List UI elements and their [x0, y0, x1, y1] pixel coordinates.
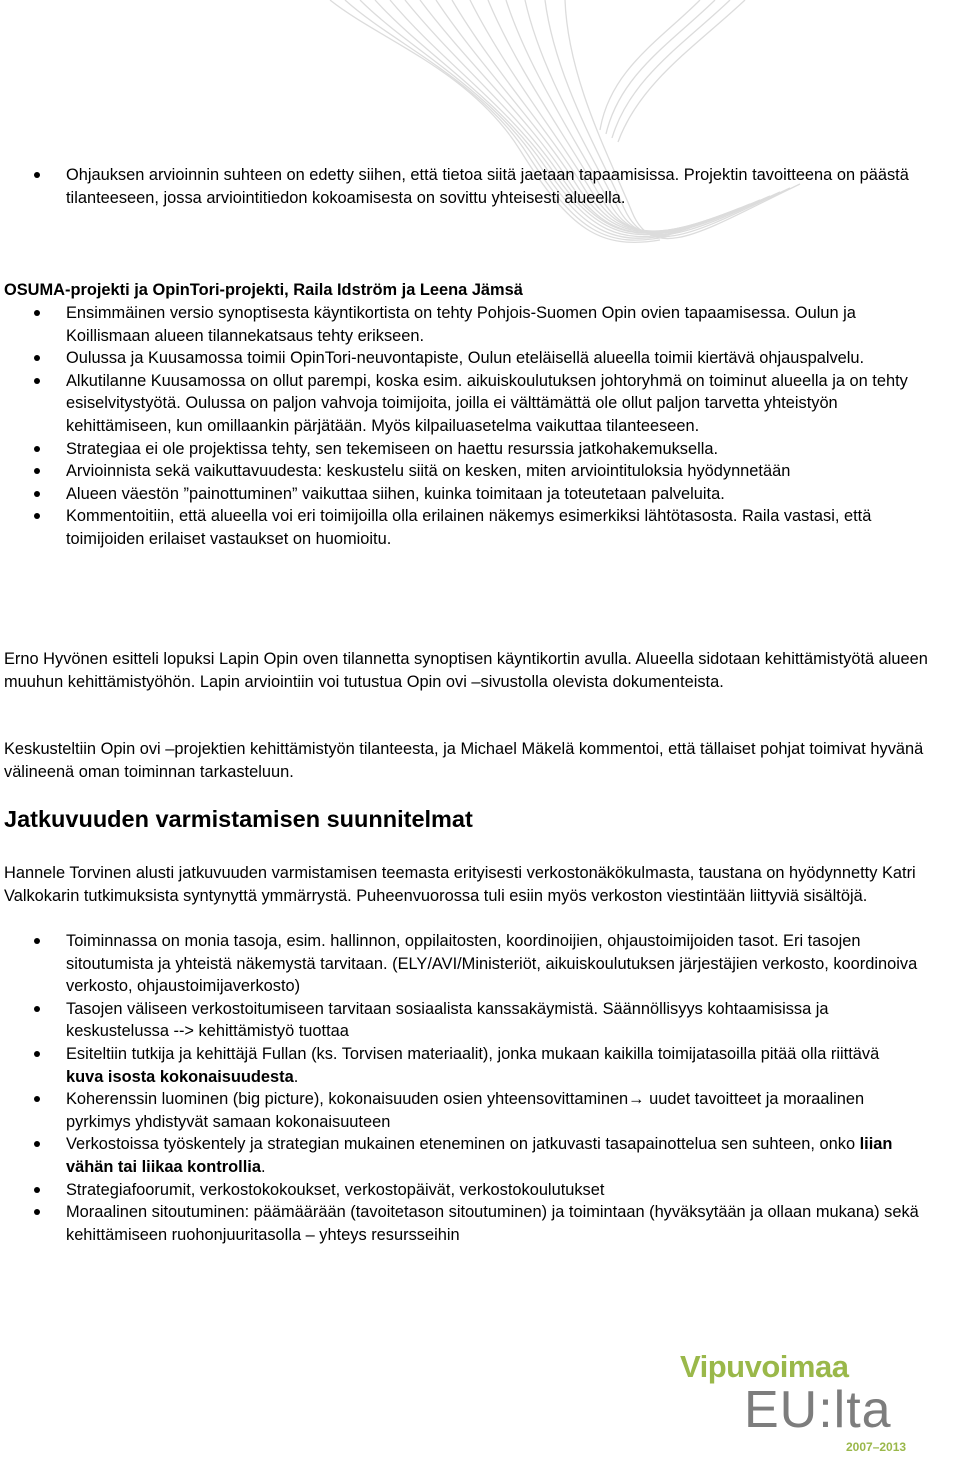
paragraph-erno: Erno Hyvönen esitteli lopuksi Lapin Opin oven tilannetta synoptisen käyntikortin avulla. Alueella sidotaan kehittämistyötä alueen muuhun kehittämistyöhön. Lapin arviointiin voi tutustua Opin ovi –sivustolla olevista dokumenteista. — [4, 650, 928, 691]
list-item: Ensimmäinen versio synoptisesta käyntikortista on tehty Pohjois-Suomen Opin ovien tapaamisessa. Oulun ja Koillismaan alueen tilannekatsaus tehty erikseen. — [0, 302, 960, 347]
list-item: Toiminnassa on monia tasoja, esim. hallinnon, oppilaitosten, koordinoijien, ohjaustoimijoiden tasot. Eri tasojen sitoutumista ja yhteistä näkemystä tarvitaan. (ELY/AVI/Ministeriöt, aikuiskoulutuksen järjestäjien verkosto, koordinoiva verkosto, ohjaustoimijaverkosto) — [0, 930, 960, 998]
paragraph-keskusteltiin: Keskusteltiin Opin ovi –projektien kehittämistyön tilanteesta, ja Michael Mäkelä kommentoi, että tällaiset pohjat toimivat hyvänä välineenä oman toiminnan tarkasteluun. — [4, 740, 924, 781]
list-item: Moraalinen sitoutuminen: päämäärään (tavoitetason sitoutuminen) ja toimintaan (hyväksytään ja ollaan mukana) sekä kehittämiseen ruohonjuuritasolla – yhteys resursseihin — [0, 1201, 960, 1246]
list-item: Alkutilanne Kuusamossa on ollut parempi, koska esim. aikuiskoulutuksen johtoryhmä on toiminut alueella ja on tehty esiselvitystyötä. Oulussa on paljon vahvoja toimijoita, joilla ei välttämättä ole ollut paljon tarvetta yhteistyön kehittämiseen, kun omillaankin pärjätään. Myös kilpailuasetelma vaikuttaa tilanteeseen. — [0, 370, 960, 438]
list-item-text: uudet tavoitteet ja moraalinen pyrkimys yhdistyvät samaan kokonaisuuteen — [66, 1090, 865, 1131]
list-item: Strategiaa ei ole projektissa tehty, sen tekemiseen on haettu resurssia jatkohakemuksella. — [0, 438, 960, 461]
bold-text: liian vähän tai liikaa kontrollia — [66, 1135, 893, 1176]
list-item-text: Koherenssin luominen (big picture), kokonaisuuden osien yhteensovittaminen — [66, 1090, 629, 1109]
list-item-text: . — [293, 1067, 299, 1086]
list-item: Tasojen väliseen verkostoitumiseen tarvitaan sosiaalista kanssakäymistä. Säännöllisyys kohtaamisissa ja keskustelussa --> kehittämistyö tuottaa — [0, 998, 960, 1043]
list-item — [0, 1133, 960, 1178]
list-item-text: Esiteltiin tutkija ja kehittäjä Fullan (ks. Torvisen materiaalit), jonka mukaan kaikilla toimijatasoilla pitää olla riittävä — [66, 1044, 880, 1063]
list-item-text: . — [260, 1157, 266, 1176]
logo-vipuvoimaa: Vipuvoimaa — [680, 1349, 849, 1384]
section-heading: Jatkuvuuden varmistamisen suunnitelmat — [4, 806, 473, 832]
list-item: Strategiafoorumit, verkostokokoukset, verkostopäivät, verkostokoulutukset — [0, 1179, 960, 1202]
list-item: Oulussa ja Kuusamossa toimii OpinTori-neuvontapiste, Oulun eteläisellä alueella toimii kiertävä ohjauspalvelu. — [0, 347, 960, 370]
list-item: Kommentoitiin, että alueella voi eri toimijoilla olla erilainen näkemys esimerkiksi lähtötasosta. Raila vastasi, että toimijoiden erilaiset vastaukset on huomioitu. — [0, 505, 960, 550]
osuma-heading: OSUMA-projekti ja OpinTori-projekti, Raila Idström ja Leena Jämsä — [4, 281, 523, 299]
decorative-swirl-graphic — [0, 0, 960, 260]
arrow-icon: → — [628, 1090, 645, 1109]
list-item: Ohjauksen arvioinnin suhteen on edetty siihen, että tietoa siitä jaetaan tapaamisissa. Projektin tavoitteena on päästä tilanteeseen, jossa arviointitiedon kokoamisesta on sovittu yhteisesti alueella. — [0, 164, 960, 209]
bottom-bullet-list — [0, 930, 960, 1246]
bold-text: kuva isosta kokonaisuudesta — [66, 1067, 294, 1086]
list-item-text: Verkostoissa työskentely ja strategian mukainen eteneminen on jatkuvasti tasapainottelua sen suhteen, onko — [66, 1135, 860, 1154]
logo-years: 2007–2013 — [846, 1440, 907, 1454]
osuma-bullet-list — [0, 302, 960, 551]
list-item — [0, 1043, 960, 1088]
list-item: Arvioinnista sekä vaikuttavuudesta: keskustelu siitä on kesken, miten arviointituloksia hyödynnetään — [0, 460, 960, 483]
logo-eu-lta: EU:lta — [744, 1381, 892, 1439]
paragraph-hannele: Hannele Torvinen alusti jatkuvuuden varmistamisen teemasta erityisesti verkostonäkökulmasta, taustana on hyödynnetty Katri Valkokarin tutkimuksista syntynyttä ymmärrystä. Puheenvuorossa tuli esiin myös verkoston viestintään liittyviä sisältöjä. — [4, 864, 916, 905]
list-item — [0, 1088, 960, 1133]
top-bullet-list — [0, 164, 960, 209]
list-item: Alueen väestön ”painottuminen” vaikuttaa siihen, kuinka toimitaan ja toteutetaan palveluita. — [0, 483, 960, 506]
